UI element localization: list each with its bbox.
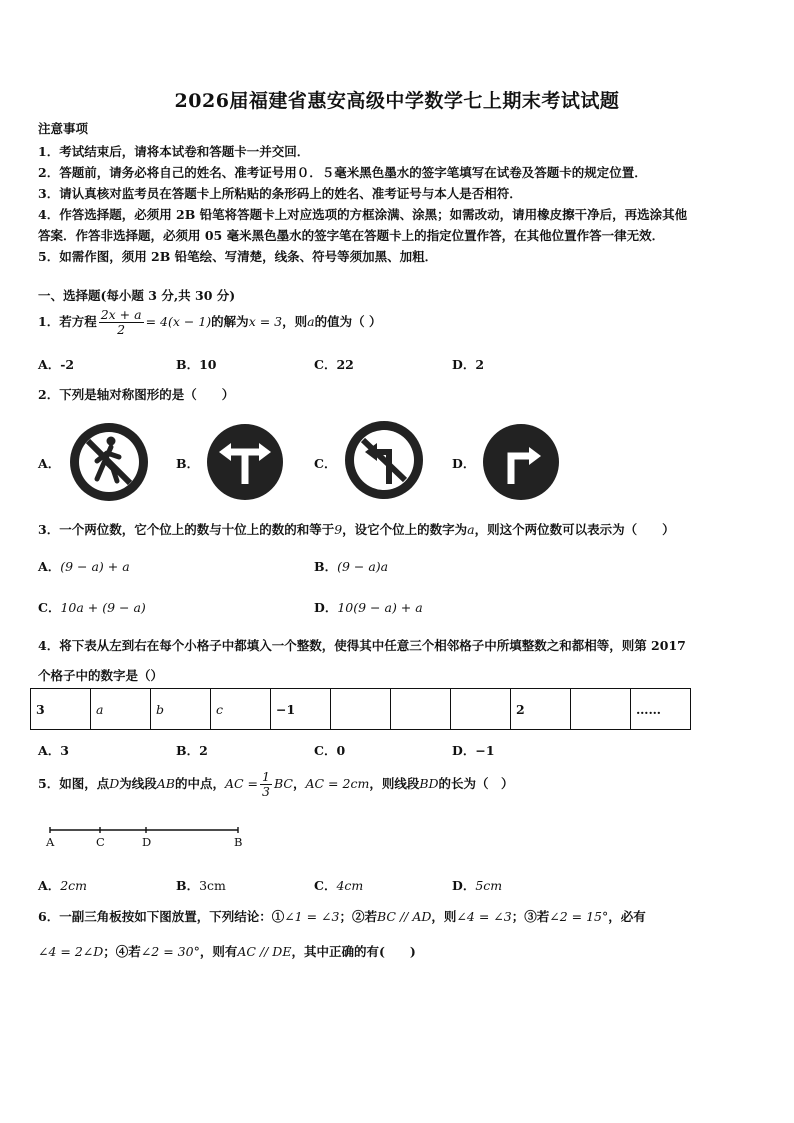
question-1: 1．若方程 $\frac{2x + a}{2}$ = 4(x − 1)的解为x = 3，则a的值为（ ） [38, 307, 382, 337]
grid-cell: 2 [511, 689, 571, 730]
option-a: A．-2 [38, 357, 75, 372]
question-6-line2: ∠4 = 2∠D；④若∠2 = 30°，则有AC // DE，其中正确的有( ) [38, 944, 416, 959]
number-grid [30, 688, 691, 730]
option-a: A．2cm [38, 878, 88, 893]
turn-right-sign [481, 422, 561, 502]
turn-left-or-right-sign [205, 422, 285, 502]
point-label-c: C [96, 835, 105, 849]
section-heading: 一、选择题(每小题 3 分,共 30 分) [38, 288, 236, 303]
question-4-line1: 4．将下表从左到右在每个小格子中都填入一个整数，使得其中任意三个相邻格子中所填整数之和都相等，则第 2017 [38, 638, 686, 653]
grid-cell [391, 689, 451, 730]
no-left-turn-sign [343, 418, 425, 502]
grid-cell: 3 [31, 689, 91, 730]
page-title: 2026届福建省惠安高级中学数学七上期末考试试题 [174, 90, 620, 112]
note-item: 1．考试结束后，请将本试卷和答题卡一并交回． [38, 144, 310, 159]
option-d: D．10(9 − a) + a [314, 600, 423, 615]
grid-cell [571, 689, 631, 730]
point-label-b: B [234, 835, 243, 849]
notes-heading: 注意事项 [38, 121, 89, 136]
option-c: C．4cm [314, 878, 364, 893]
option-a: A．3 [38, 743, 69, 758]
note-item: 5．如需作图，须用 2B 铅笔绘、写清楚，线条、符号等须加黑、加粗． [38, 249, 438, 264]
option-d: D．−1 [452, 743, 495, 758]
question-4-line2: 个格子中的数字是（） [38, 668, 164, 683]
grid-cell: a [91, 689, 151, 730]
option-d: D．5cm [452, 878, 503, 893]
question-3: 3．一个两位数，它个位上的数与十位上的数的和等于9，设它个位上的数字为a，则这个两位数可以表示为（ ） [38, 522, 675, 537]
note-item: 答案．作答非选择题，必须用 05 毫米黑色墨水的签字笔在答题卡上的指定位置作答，在其他位置作答一律无效． [38, 228, 665, 243]
point-label-a: A [46, 835, 55, 849]
option-a: A．(9 − a) + a [38, 559, 130, 574]
note-item: 2．答题前，请务必将自己的姓名、准考证号用０．５毫米黑色墨水的签字笔填写在试卷及答题卡的规定位置． [38, 165, 647, 180]
grid-cell: b [151, 689, 211, 730]
option-b: B．3cm [176, 878, 226, 893]
ratio-fraction: $\frac{1}{3}$ [262, 769, 270, 799]
question-6-line1: 6．一副三角板按如下图放置，下列结论：①∠1 = ∠3；②若BC // AD，则∠4 = ∠3；③若∠2 = 15°，必有 [38, 909, 646, 924]
option-a: A． [38, 456, 61, 471]
grid-cell: −1 [271, 689, 331, 730]
no-pedestrian-sign [67, 421, 151, 503]
question-5: 5．如图，点D为线段AB的中点，AC = $\frac{1}{3}$ BC，AC = 2cm，则线段BD的长为（ ） [38, 769, 514, 799]
option-b: B．10 [176, 357, 217, 372]
option-b: B． [176, 456, 200, 471]
question-2: 2．下列是轴对称图形的是（ ） [38, 387, 235, 402]
option-c: C．10a + (9 − a) [38, 600, 146, 615]
option-c: C．22 [314, 357, 354, 372]
option-d: D．2 [452, 357, 485, 372]
grid-cell: …… [631, 689, 691, 730]
grid-cell: c [211, 689, 271, 730]
note-item: 3．请认真核对监考员在答题卡上所粘贴的条形码上的姓名、准考证号与本人是否相符． [38, 186, 522, 201]
grid-cell [331, 689, 391, 730]
option-b: B．(9 − a)a [314, 559, 389, 574]
option-c: C．0 [314, 743, 346, 758]
grid-cell [451, 689, 511, 730]
option-b: B．2 [176, 743, 208, 758]
equation-fraction: $\frac{2x + a}{2}$ [100, 307, 142, 337]
option-c: C． [314, 456, 337, 471]
point-label-d: D [142, 835, 152, 849]
note-item: 4．作答选择题，必须用 2B 铅笔将答题卡上对应选项的方框涂满、涂黑；如需改动，请用橡皮擦干净后，再选涂其他 [38, 207, 688, 222]
option-d: D． [452, 456, 476, 471]
